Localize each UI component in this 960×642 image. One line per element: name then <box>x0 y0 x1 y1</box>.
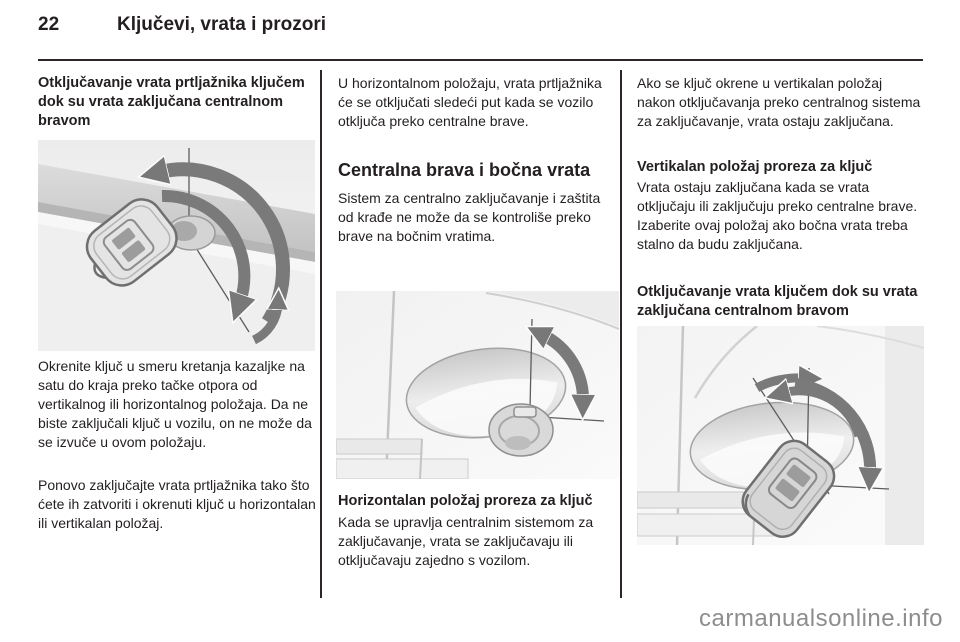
watermark: carmanualsonline.info <box>699 605 943 632</box>
column-divider-right <box>620 70 622 598</box>
col2-paragraph-1: U horizontalnom položaju, vrata prtljažnika će se otključati sledeći put kada se vozilo otključa preko centralne brave. <box>338 75 602 129</box>
page-number: 22 <box>38 14 60 35</box>
door-handle-key-slot-illustration <box>336 291 619 479</box>
col1-paragraph-1: Okrenite ključ u smeru kretanja kazaljke na satu do kraja preko tačke otpora od vertikalnog ili horizontalnog položaja. Da ne biste zaključali ključ u vozilu, on ne može da se izvuče u ovom položaju. <box>38 358 312 450</box>
column-divider-left <box>320 70 322 598</box>
col2-paragraph-3: Kada se upravlja centralnim sistemom za zaključavanje, vrata se zaključavaju ili otključavaju zajedno s vozilom. <box>338 514 594 568</box>
door-key-unlock-illustration <box>637 326 924 545</box>
col2-paragraph-2: Sistem za centralno zaključavanje i zaštita od krađe ne može da se kontroliše preko brave na bočnim vratima. <box>338 190 601 244</box>
header-rule <box>38 59 923 61</box>
col3-sub-heading-2: Otključavanje vrata ključem dok su vrata zaključana centralnom bravom <box>637 284 918 319</box>
trunk-lock-key-illustration <box>38 140 315 351</box>
page-title: Ključevi, vrata i prozori <box>117 14 327 35</box>
col3-sub-heading-1: Vertikalan položaj proreza za ključ <box>637 159 873 175</box>
col3-paragraph-2: Vrata ostaju zaključana kada se vrata otključaju ili zaključuju preko centralne brave. Izaberite ovaj položaj ako bočna vrata treba stalno da budu zaključana. <box>637 179 918 252</box>
col1-paragraph-2: Ponovo zaključajte vrata prtljažnika tako što ćete ih zatvoriti i okrenuti ključ u horizontalan ili vertikalan položaj. <box>38 477 316 531</box>
col3-paragraph-1: Ako se ključ okrene u vertikalan položaj nakon otključavanja preko centralnog sistema za zaključavanje, vrata ostaju zaključana. <box>637 75 921 129</box>
col2-section-heading: Centralna brava i bočna vrata <box>338 160 591 180</box>
col2-sub-heading: Horizontalan položaj proreza za ključ <box>338 493 593 509</box>
col1-heading: Otključavanje vrata prtljažnika ključem dok su vrata zaključana centralnom bravom <box>38 75 305 129</box>
